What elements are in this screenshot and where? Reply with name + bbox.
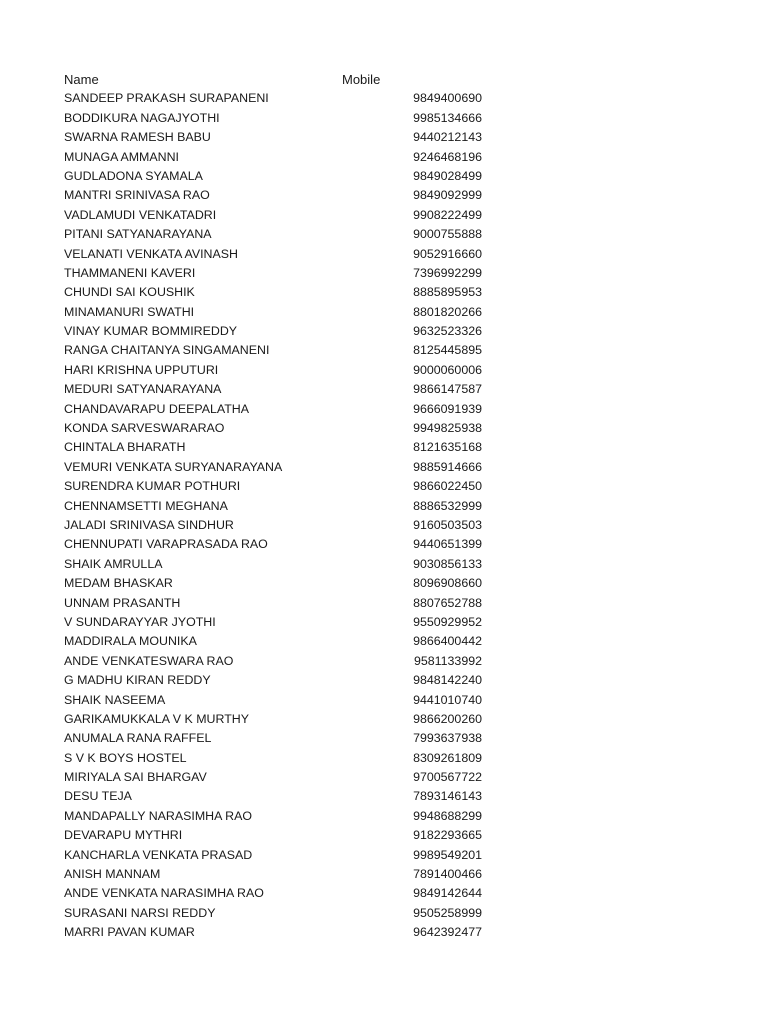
name-cell: SURENDRA KUMAR POTHURI xyxy=(64,479,241,494)
name-cell: MANTRI SRINIVASA RAO xyxy=(64,188,210,203)
mobile-cell: 9182293665 xyxy=(413,828,482,843)
mobile-cell: 9866400442 xyxy=(413,634,482,649)
mobile-cell: 9550929952 xyxy=(413,614,482,629)
table-row xyxy=(64,594,544,613)
mobile-cell: 9985134666 xyxy=(413,110,482,125)
name-cell: SHAIK NASEEMA xyxy=(64,692,166,707)
table-row xyxy=(64,826,544,845)
mobile-cell: 9866200260 xyxy=(413,711,482,726)
mobile-cell: 7891400466 xyxy=(413,867,482,882)
name-cell: MEDURI SATYANARAYANA xyxy=(64,382,222,397)
name-cell: V SUNDARAYYAR JYOTHI xyxy=(64,614,216,629)
mobile-cell: 8801820266 xyxy=(413,304,482,319)
name-cell: G MADHU KIRAN REDDY xyxy=(64,673,211,688)
name-cell: DEVARAPU MYTHRI xyxy=(64,828,183,843)
table-row xyxy=(64,749,544,768)
table-row xyxy=(64,574,544,593)
name-cell: VADLAMUDI VENKATADRI xyxy=(64,207,217,222)
table-row xyxy=(64,148,544,167)
table-row xyxy=(64,438,544,457)
name-cell: SANDEEP PRAKASH SURAPANENI xyxy=(64,91,269,106)
mobile-cell: 7993637938 xyxy=(413,731,482,746)
table-body xyxy=(64,89,544,942)
table-row xyxy=(64,225,544,244)
mobile-cell: 9849400690 xyxy=(413,91,482,106)
table-row xyxy=(64,458,544,477)
mobile-cell: 9000060006 xyxy=(413,362,482,377)
table-row xyxy=(64,477,544,496)
name-cell: CHENNUPATI VARAPRASADA RAO xyxy=(64,537,268,552)
name-cell: MARRI PAVAN KUMAR xyxy=(64,925,195,940)
mobile-cell: 9246468196 xyxy=(413,149,482,164)
name-cell: GARIKAMUKKALA V K MURTHY xyxy=(64,711,249,726)
table-row xyxy=(64,923,544,942)
name-cell: JALADI SRINIVASA SINDHUR xyxy=(64,517,234,532)
mobile-cell: 9160503503 xyxy=(413,517,482,532)
name-cell: ANDE VENKATESWARA RAO xyxy=(64,653,234,668)
table-row xyxy=(64,671,544,690)
table-row xyxy=(64,109,544,128)
name-cell: THAMMANENI KAVERI xyxy=(64,265,196,280)
table-row xyxy=(64,303,544,322)
mobile-cell: 9849028499 xyxy=(413,168,482,183)
table-row xyxy=(64,691,544,710)
mobile-cell: 7396992299 xyxy=(413,265,482,280)
name-cell: ANDE VENKATA NARASIMHA RAO xyxy=(64,886,264,901)
mobile-cell: 8886532999 xyxy=(413,498,482,513)
mobile-cell: 9908222499 xyxy=(413,207,482,222)
mobile-cell: 9849092999 xyxy=(413,188,482,203)
table-row xyxy=(64,245,544,264)
table-row xyxy=(64,535,544,554)
mobile-cell: 9581133992 xyxy=(414,653,482,668)
name-cell: ANUMALA RANA RAFFEL xyxy=(64,731,212,746)
name-cell: RANGA CHAITANYA SINGAMANENI xyxy=(64,343,270,358)
name-cell: MANDAPALLY NARASIMHA RAO xyxy=(64,808,252,823)
table-row xyxy=(64,89,544,108)
name-cell: KONDA SARVESWARARAO xyxy=(64,421,225,436)
name-cell: MEDAM BHASKAR xyxy=(64,576,173,591)
table-row xyxy=(64,186,544,205)
mobile-cell: 9440212143 xyxy=(413,130,482,145)
name-column-header: Name xyxy=(64,72,99,87)
table-row xyxy=(64,400,544,419)
mobile-cell: 9866022450 xyxy=(413,479,482,494)
table-row xyxy=(64,768,544,787)
table-row xyxy=(64,632,544,651)
mobile-cell: 8885895953 xyxy=(413,285,482,300)
table-row xyxy=(64,787,544,806)
mobile-cell: 7893146143 xyxy=(413,789,482,804)
mobile-cell: 9632523326 xyxy=(413,324,482,339)
table-row xyxy=(64,729,544,748)
name-cell: MADDIRALA MOUNIKA xyxy=(64,634,197,649)
name-cell: SWARNA RAMESH BABU xyxy=(64,130,211,145)
mobile-cell: 9848142240 xyxy=(413,673,482,688)
mobile-cell: 8807652788 xyxy=(413,595,482,610)
name-cell: MINAMANURI SWATHI xyxy=(64,304,195,319)
mobile-cell: 9948688299 xyxy=(413,808,482,823)
table-row xyxy=(64,380,544,399)
name-cell: DESU TEJA xyxy=(64,789,132,804)
table-row xyxy=(64,206,544,225)
table-row xyxy=(64,613,544,632)
name-cell: CHINTALA BHARATH xyxy=(64,440,186,455)
name-cell: BODDIKURA NAGAJYOTHI xyxy=(64,110,220,125)
name-cell: GUDLADONA SYAMALA xyxy=(64,168,203,183)
table-row xyxy=(64,710,544,729)
mobile-cell: 9642392477 xyxy=(413,925,482,940)
name-cell: CHANDAVARAPU DEEPALATHA xyxy=(64,401,249,416)
table-row xyxy=(64,865,544,884)
table-row xyxy=(64,128,544,147)
mobile-cell: 9505258999 xyxy=(413,905,482,920)
mobile-cell: 9441010740 xyxy=(413,692,482,707)
mobile-cell: 9440651399 xyxy=(413,537,482,552)
table-row xyxy=(64,283,544,302)
table-row xyxy=(64,846,544,865)
table-row xyxy=(64,555,544,574)
name-cell: ANISH MANNAM xyxy=(64,867,161,882)
name-cell: VINAY KUMAR BOMMIREDDY xyxy=(64,324,238,339)
mobile-cell: 9030856133 xyxy=(413,556,482,571)
mobile-cell: 9052916660 xyxy=(413,246,482,261)
mobile-cell: 9949825938 xyxy=(413,421,482,436)
table-row xyxy=(64,322,544,341)
name-cell: MIRIYALA SAI BHARGAV xyxy=(64,770,207,785)
mobile-cell: 8096908660 xyxy=(413,576,482,591)
contact-table xyxy=(64,70,544,943)
name-cell: VELANATI VENKATA AVINASH xyxy=(64,246,238,261)
mobile-cell: 9989549201 xyxy=(413,847,482,862)
name-cell: CHENNAMSETTI MEGHANA xyxy=(64,498,228,513)
table-row xyxy=(64,807,544,826)
table-row xyxy=(64,341,544,360)
table-row xyxy=(64,419,544,438)
mobile-cell: 8309261809 xyxy=(413,750,482,765)
mobile-cell: 8125445895 xyxy=(413,343,482,358)
name-cell: MUNAGA AMMANNI xyxy=(64,149,179,164)
name-cell: CHUNDI SAI KOUSHIK xyxy=(64,285,195,300)
table-row xyxy=(64,516,544,535)
table-row xyxy=(64,652,544,671)
name-cell: UNNAM PRASANTH xyxy=(64,595,181,610)
table-row xyxy=(64,167,544,186)
mobile-cell: 9866147587 xyxy=(413,382,482,397)
mobile-cell: 9849142644 xyxy=(413,886,482,901)
table-row xyxy=(64,264,544,283)
table-row xyxy=(64,361,544,380)
name-cell: HARI KRISHNA UPPUTURI xyxy=(64,362,219,377)
table-row xyxy=(64,497,544,516)
name-cell: S V K BOYS HOSTEL xyxy=(64,750,187,765)
table-row xyxy=(64,904,544,923)
name-cell: SHAIK AMRULLA xyxy=(64,556,163,571)
table-header-row xyxy=(64,70,544,89)
mobile-cell: 9885914666 xyxy=(413,459,482,474)
mobile-cell: 8121635168 xyxy=(413,440,482,455)
mobile-column-header: Mobile xyxy=(342,72,381,87)
table-row xyxy=(64,884,544,903)
name-cell: KANCHARLA VENKATA PRASAD xyxy=(64,847,253,862)
mobile-cell: 9666091939 xyxy=(413,401,482,416)
mobile-cell: 9000755888 xyxy=(413,227,482,242)
name-cell: PITANI SATYANARAYANA xyxy=(64,227,212,242)
mobile-cell: 9700567722 xyxy=(413,770,482,785)
name-cell: SURASANI NARSI REDDY xyxy=(64,905,216,920)
name-cell: VEMURI VENKATA SURYANARAYANA xyxy=(64,459,283,474)
